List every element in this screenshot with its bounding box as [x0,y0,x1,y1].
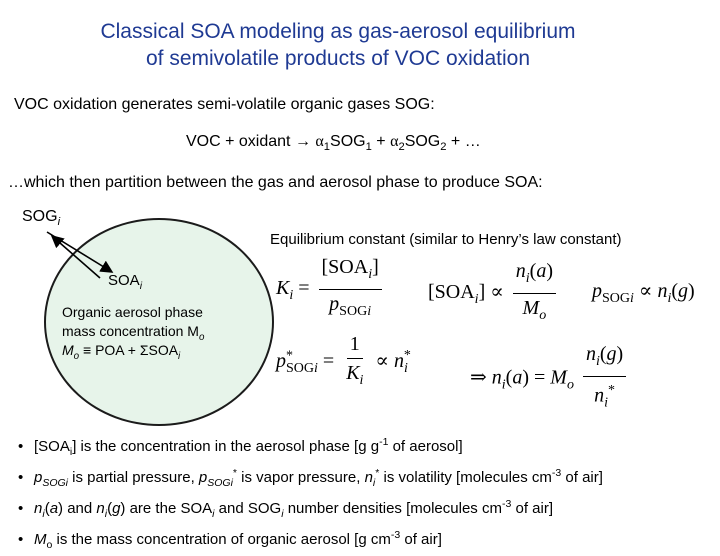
aerosol-line-3-tail: i [178,350,181,362]
sog2: SOG [404,133,441,150]
alpha-symbol-2: α [390,133,399,150]
equation-soa-proportional: $[SOA_i]$ ∝ $\frac{n_i(a)}{M_o}$ [428,259,560,328]
title-line-2: of semivolatile products of VOC oxidation [145,47,531,70]
list-item: • $M_o$ is the mass concentration of organic aerosol [g $cm^{-3}$ of air] [18,529,442,551]
equation-k-definition: $K_i$ = $\frac{[SOA_i]}{p_{SOGi}}$ [276,255,386,324]
aerosol-line-2-base: mass concentration M [62,323,199,339]
aerosol-line-3-m: M [62,342,74,358]
sog1: SOG [330,133,366,150]
sog2-sub: 2 [440,141,447,154]
title-line-1: Classical SOA modeling as gas-aerosol equilibrium [100,20,576,43]
equation-pressure-proportional: $p_{SOGi} \propto n_i(g)$ [592,280,695,306]
plus-sign: + [371,133,391,150]
aerosol-line-3-sub: o [73,350,80,362]
aerosol-line-3-rest: ≡ POA + ΣSOA [79,342,179,358]
sog-sub: i [57,216,61,229]
sog-base: SOG [22,208,58,225]
list-item: • $p_{SOGi}$ is partial pressure, $p_{SOGi}^*$ is vapor pressure, $n_i^*$ is volatility [molecules $cm^{-3}$ of air] [18,467,603,489]
equation-volatility-partition: ⇒ $n_i(a) = M_o$ $\frac{n_i(g)}{n_i^*}$ [470,342,630,416]
alpha-2-sub: 2 [398,141,405,154]
aerosol-line-2-sub: o [198,331,205,343]
soa-i-label [108,272,142,295]
partition-text: …which then partition between the gas and aerosol phase to produce SOA: [8,174,543,191]
sog1-sub: 1 [365,141,372,154]
aerosol-line-1: Organic aerosol phase [62,304,203,320]
condensation-arrow [47,232,112,272]
alpha-symbol: α [315,133,324,150]
alpha-1-sub: 1 [323,141,331,154]
soa-base: SOA [108,272,140,289]
intro-text: VOC oxidation generates semi-volatile organic gases SOG: [14,96,435,113]
list-item: • $n_i(a)$ and $n_i(g)$ are the $SOA_i$ and $SOG_i$ number densities [molecules $cm^{-3}$ of air] [18,498,553,520]
aerosol-line-3 [62,341,180,366]
reaction-lhs: VOC + oxidant → [186,133,311,150]
evaporation-arrow [52,236,100,278]
equation-vapor-pressure: $p^*_{SOGi}$ = $\frac{1}{K_i}$ ∝ $n_i^*$ [276,333,411,388]
definitions-list [18,432,603,556]
reaction-tail: + … [446,133,481,150]
soa-sub: i [139,280,143,292]
list-item: • $[SOA_i]$ is the concentration in the aerosol phase [g $g^{-1}$ of aerosol] [18,436,463,458]
equilibrium-heading: Equilibrium constant (similar to Henry’s law constant) [270,231,622,248]
